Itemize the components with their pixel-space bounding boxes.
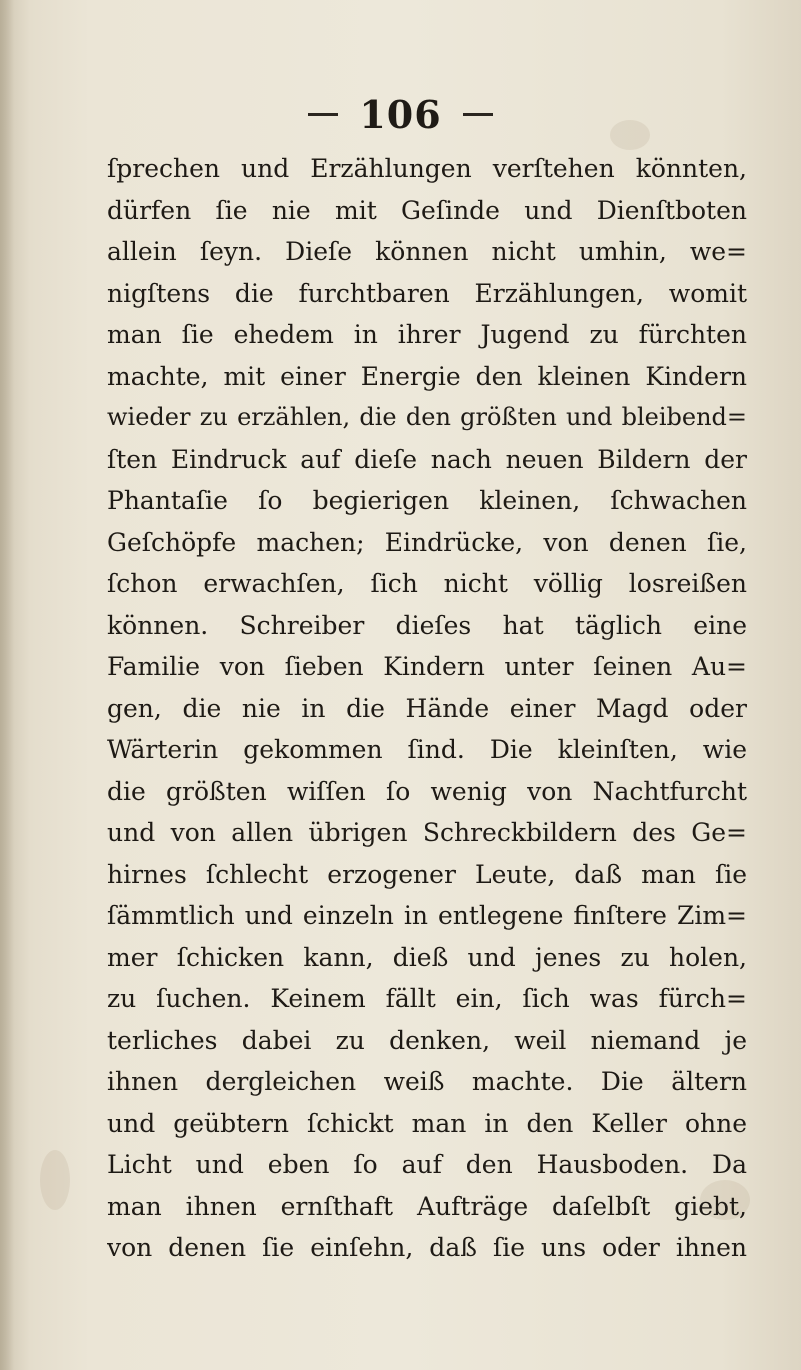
text-line: hirnes ſchlecht erzogener Leute, daß man ſie <box>107 859 747 889</box>
page-number: 106 <box>359 92 442 137</box>
text-line: können. Schreiber dieſes hat täglich eine <box>107 610 747 640</box>
text-line: terliches dabei zu denken, weil niemand je <box>107 1025 747 1055</box>
text-line: von denen ſie einſehn, daß ſie uns oder ihnen <box>107 1233 747 1262</box>
text-line: und von allen übrigen Schreckbildern des Ge= <box>107 818 747 847</box>
text-line: machte, mit einer Energie den kleinen Kindern <box>107 361 747 391</box>
text-line: Geſchöpfe machen; Eindrücke, von denen ſie, <box>107 527 747 557</box>
text-line: mer ſchicken kann, dieß und jenes zu holen, <box>107 942 747 972</box>
text-line: dürfen ſie nie mit Geſinde und Dienſtboten <box>107 195 747 225</box>
body-text <box>107 148 747 1269</box>
text-line: Wärterin gekommen ſind. Die kleinſten, wie <box>107 735 747 764</box>
paper-stain <box>40 1150 70 1210</box>
text-line: ihnen dergleichen weiß machte. Die ältern <box>107 1067 747 1096</box>
text-line: ſprechen und Erzählungen verſtehen könnten, <box>107 154 747 183</box>
page-header <box>0 92 801 137</box>
text-line: nigſtens die furchtbaren Erzählungen, womit <box>107 278 747 308</box>
text-line: Phantaſie ſo begierigen kleinen, ſchwachen <box>107 486 747 515</box>
text-line: gen, die nie in die Hände einer Magd oder <box>107 693 747 723</box>
header-rule-right <box>463 113 493 116</box>
text-line: wieder zu erzählen, die den größten und bleibend= <box>107 403 747 431</box>
text-line: man ſie ehedem in ihrer Jugend zu fürchten <box>107 320 747 349</box>
text-line: zu ſuchen. Keinem fällt ein, ſich was fürch= <box>107 984 747 1013</box>
text-line: ſämmtlich und einzeln in entlegene finſtere Zim= <box>107 901 747 930</box>
text-line: und geübtern ſchickt man in den Keller ohne <box>107 1108 747 1138</box>
text-line: allein ſeyn. Dieſe können nicht umhin, we= <box>107 237 747 266</box>
text-line: Licht und eben ſo auf den Hausboden. Da <box>107 1150 747 1179</box>
header-rule-left <box>308 113 338 116</box>
text-line: ſten Eindruck auf dieſe nach neuen Bildern der <box>107 444 747 474</box>
text-line: ſchon erwachſen, ſich nicht völlig losreißen <box>107 569 747 598</box>
text-line: man ihnen ernſthaft Aufträge daſelbſt giebt, <box>107 1191 747 1221</box>
text-line: Familie von ſieben Kindern unter ſeinen Au= <box>107 652 747 681</box>
text-line: die größten wiſſen ſo wenig von Nachtfurcht <box>107 776 747 806</box>
